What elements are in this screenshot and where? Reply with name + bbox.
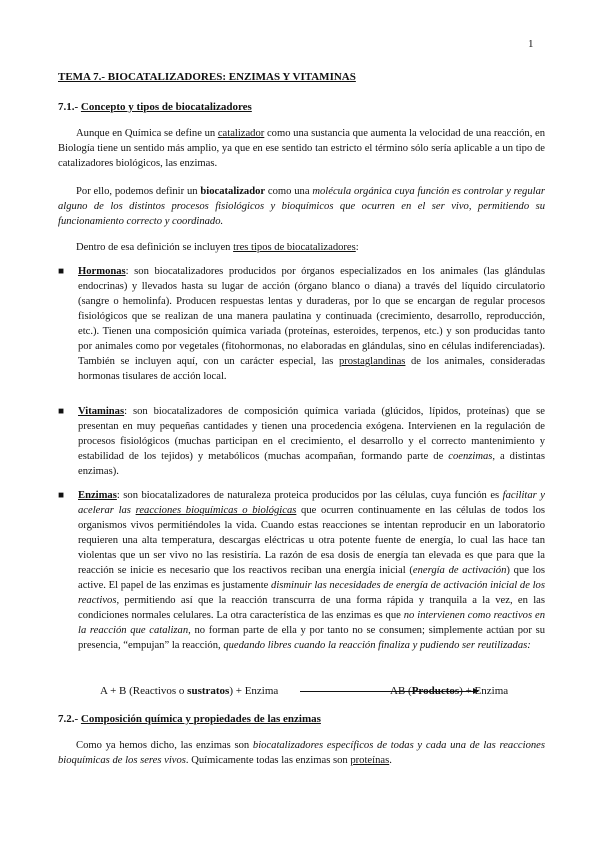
- text: Dentro de esa definición se incluyen: [76, 242, 234, 253]
- paragraph-composicion: [58, 738, 545, 768]
- term-enzimas: Enzimas: [78, 490, 117, 501]
- list-item-enzimas: [58, 488, 545, 653]
- section-heading-7-1: [58, 100, 545, 115]
- term-biocatalizador: biocatalizador: [200, 186, 266, 197]
- section-title: Concepto y tipos de biocatalizadores: [80, 101, 252, 113]
- text: ) + Enzima: [459, 685, 509, 697]
- bullet-square-icon: ■: [58, 406, 65, 417]
- paragraph-types-intro: [58, 240, 545, 255]
- text: Por ello, podemos definir un: [76, 186, 201, 197]
- text: Aunque en Química se define un: [76, 128, 218, 139]
- text: :: [355, 242, 359, 253]
- section-title: Composición química y propiedades de las enzimas: [80, 713, 321, 725]
- page-title: TEMA 7.- BIOCATALIZADORES: ENZIMAS Y VITAMINAS: [58, 71, 356, 83]
- term-proteinas: proteínas: [350, 755, 390, 766]
- text: Como ya hemos dicho, las enzimas son: [76, 740, 253, 751]
- term-energia-activacion: energía de activación: [412, 565, 507, 576]
- text: AB (: [390, 685, 412, 697]
- term-prostaglandinas: prostaglandinas: [338, 356, 406, 367]
- term-vitaminas: Vitaminas: [78, 406, 125, 417]
- italic-text: disminuir las necesidades de energía de activación inicial de los reactivos: [78, 580, 545, 606]
- bold-text: Productos: [411, 685, 460, 697]
- text: como una: [265, 186, 313, 197]
- text: A + B (Reactivos o: [100, 685, 188, 697]
- quoted-text: “empujan”: [123, 640, 170, 651]
- term-tres-tipos: tres tipos de biocatalizadores: [233, 242, 356, 253]
- text: de los animales, consideradas hormonas tisulares de acción local.: [78, 356, 545, 382]
- text: , permitiendo así que la reacción transcurra de una forma rápida y tranquila a la vez, en las condiciones normales celulares. La otra característica de las enzimas es que: [78, 595, 545, 621]
- bullet-square-icon: ■: [58, 266, 65, 277]
- text: .: [389, 755, 392, 766]
- paragraph-definition: [58, 184, 545, 229]
- text: como una sustancia que aumenta la velocidad de una reacción, en Biología tiene un sentido más amplio, ya que en ese sentido tan estricto el término sólo sería aplicable a un tipo de catalizadores biológicos, las enzimas.: [58, 128, 545, 169]
- text: que ocurren continuamente en las células de todos los organismos vivos permitiéndoles la vida. Cuando estas reacciones se intentan reproducir en un laboratorio requieren una alta temperatura, descargas eléctricas u otra potente fuente de energía, lo cual las hace tan violentas que un ser vivo no las resistiría. La razón de esa dosis de energía tan elevada es que para que la reacción se inicie es necesario que los reactivos reciban una energía inicial (: [78, 505, 545, 576]
- paragraph-catalizador: [58, 126, 545, 171]
- text: ) + Enzima: [229, 685, 279, 697]
- text: , a distintas enzimas).: [78, 451, 546, 477]
- text: ) que los active. El papel de las enzimas es justamente: [78, 565, 546, 591]
- text: , no forman parte de ella y por tanto no se consumen; simplemente actúan por su presencia,: [78, 625, 545, 651]
- text: la reacción,: [169, 640, 224, 651]
- term-reacciones: reacciones bioquímicas o biológicas: [135, 505, 297, 516]
- italic-text: no intervienen como reactivos en la reacción que catalizan: [78, 610, 545, 636]
- term-coenzimas: coenzimas: [448, 451, 493, 462]
- list-item-vitaminas: [58, 404, 545, 479]
- section-number: 7.1.-: [58, 101, 79, 113]
- bold-text: sustratos: [187, 685, 230, 697]
- bullet-square-icon: ■: [58, 490, 65, 501]
- text: . Químicamente todas las enzimas son: [185, 755, 351, 766]
- page-number: 1: [528, 38, 534, 50]
- text: : son biocatalizadores de composición química variada (glúcidos, lípidos, proteínas) que se presentan en muy pequeñas cantidades y tienen una procedencia exógena. Intervienen en la regulación de procesos fisiológicos (muchas participan en el crecimiento, el desarrollo y el correcto mantenimiento y estabilidad de los tejidos) y metabólicos (muchas acompañan, formando parte de: [78, 406, 545, 462]
- italic-text: biocatalizadores específicos de todas y cada una de las reacciones bioquímicas de los seres vivos: [58, 740, 545, 766]
- text: : son biocatalizadores de naturaleza proteica producidos por las células, cuya función es: [116, 490, 503, 501]
- section-heading-7-2: [58, 712, 545, 727]
- reaction-equation: [100, 684, 560, 699]
- term-catalizador: catalizador: [217, 128, 265, 139]
- equation-products: [390, 684, 508, 699]
- equation-reactants: [100, 685, 278, 697]
- definition-text: molécula orgánica cuya función es controlar y regular alguno de los distintos procesos fisiológicos y bioquímicos que ocurren en el ser vivo, permitiendo su funcionamiento correcto y coordinado.: [58, 186, 546, 227]
- list-item-hormonas: [58, 264, 545, 384]
- section-number: 7.2.-: [58, 713, 79, 725]
- italic-text: facilitar y acelerar las: [78, 490, 545, 516]
- italic-text: quedando libres cuando la reacción finaliza y pudiendo ser reutilizadas:: [223, 640, 531, 651]
- term-hormonas: Hormonas: [78, 266, 126, 277]
- text: : son biocatalizadores producidos por órganos especializados en los animales (las glándulas endocrinas) y llevados hasta su lugar de acción (órgano blanco o diana) a través del líquido circulatorio (sangre o hemolinfa). Producen respuestas lentas y duraderas, por lo que se encargan de regular procesos fisiológicos que se realizan de una manera paulatina y continuada (crecimiento, desarrollo, reproducción, etc.). Tienen una composición química variada (proteínas, esteroides, terpenos, etc.) y son producidas tanto por animales como por vegetales (fitohormonas, no elaboradas en glándulas, sino en células indiferenciadas). También se incluyen aquí, con un carácter especial, las: [78, 266, 545, 367]
